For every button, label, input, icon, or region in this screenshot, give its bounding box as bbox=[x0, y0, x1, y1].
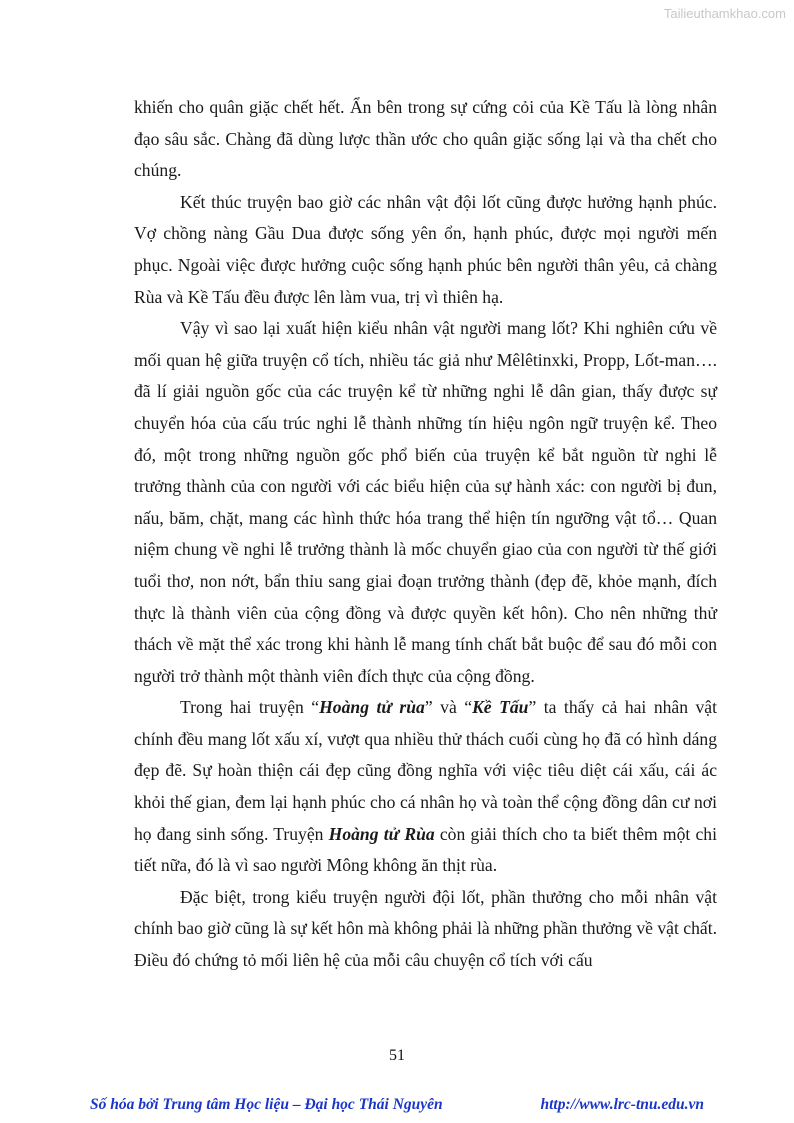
story-title-hoang-tu-rua: Hoàng tử rùa bbox=[319, 697, 425, 718]
body-text bbox=[134, 92, 717, 977]
watermark-text: Tailieuthamkhao.com bbox=[663, 6, 786, 21]
paragraph-4-text-d: còn giải thích cho ta biết thêm một chi tiết nữa, đó là vì sao người Mông không ăn thịt rùa. bbox=[134, 823, 717, 876]
footer-url-link[interactable]: http://www.lrc-tnu.edu.vn bbox=[540, 1096, 704, 1113]
paragraph-4-text-c: ” ta thấy cả hai nhân vật chính đều mang lốt xấu xí, vượt qua nhiều thử thách cuối cùng họ đã có hình dáng đẹp đẽ. Sự hoàn thiện cái đẹp cũng đồng nghĩa với việc tiêu diệt cái xấu, cái ác khỏi thế gian, đem lại hạnh phúc cho cá nhân họ và toàn thể cộng đồng dân cư nơi họ đang sinh sống. Truyện bbox=[134, 697, 718, 844]
paragraph-2: Kết thúc truyện bao giờ các nhân vật đội lốt cũng được hưởng hạnh phúc. Vợ chồng nàng Gầu Dua được sống yên ổn, hạnh phúc, được mọi người mến phục. Ngoài việc được hưởng cuộc sống hạnh phúc bên người thân yêu, cả chàng Rùa và Kề Tấu đều được lên làm vua, trị vì thiên hạ. bbox=[134, 191, 717, 307]
paragraph-4-text-a: Trong hai truyện “ bbox=[180, 697, 320, 718]
paragraph-5: Đặc biệt, trong kiểu truyện người đội lốt, phần thưởng cho mỗi nhân vật chính bao giờ cũng là sự kết hôn mà không phải là những phần thưởng về vật chất. Điều đó chứng tỏ mối liên hệ của mỗi câu chuyện cổ tích với cấu bbox=[134, 886, 717, 971]
story-title-ke-tau: Kề Tấu bbox=[472, 697, 529, 718]
story-title-hoang-tu-rua-2: Hoàng tử Rùa bbox=[328, 823, 435, 844]
paragraph-4-text-b: ” và “ bbox=[424, 697, 473, 718]
paragraph-4 bbox=[134, 692, 717, 882]
page-number: 51 bbox=[389, 1047, 405, 1064]
paragraph-3: Vậy vì sao lại xuất hiện kiểu nhân vật người mang lốt? Khi nghiên cứu về mối quan hệ giữa truyện cổ tích, nhiều tác giả như Mêlêtinxki, Propp, Lốt-man…. đã lí giải nguồn gốc của các truyện kể từ những nghi lễ dân gian, thấy được sự chuyển hóa của cấu trúc nghi lễ thành những tín hiệu ngôn ngữ truyện kể. Theo đó, một trong những nguồn gốc phổ biến của truyện kể bắt nguồn từ nghi lễ trưởng thành của con người với các biểu hiện của sự hành xác: con người bị đun, nấu, băm, chặt, mang các hình thức hóa trang thể hiện tín ngưỡng vật tổ… Quan niệm chung về nghi lễ trưởng thành là mốc chuyển giao của con người từ thế giới tuổi thơ, non nớt, bẩn thỉu sang giai đoạn trưởng thành (đẹp đẽ, khỏe mạnh, đích thực là thành viên của cộng đồng và được quyền kết hôn). Cho nên những thử thách về mặt thể xác trong khi hành lễ mang tính chất bắt buộc để sau đó mỗi con người trở thành một thành viên đích thực của cộng đồng. bbox=[134, 318, 717, 686]
footer-credit: Số hóa bởi Trung tâm Học liệu – Đại học Thái Nguyên bbox=[90, 1096, 443, 1113]
paragraph-1: khiến cho quân giặc chết hết. Ẩn bên trong sự cứng cỏi của Kề Tấu là lòng nhân đạo sâu sắc. Chàng đã dùng lược thần ước cho quân giặc sống lại và tha chết cho chúng. bbox=[134, 97, 717, 181]
